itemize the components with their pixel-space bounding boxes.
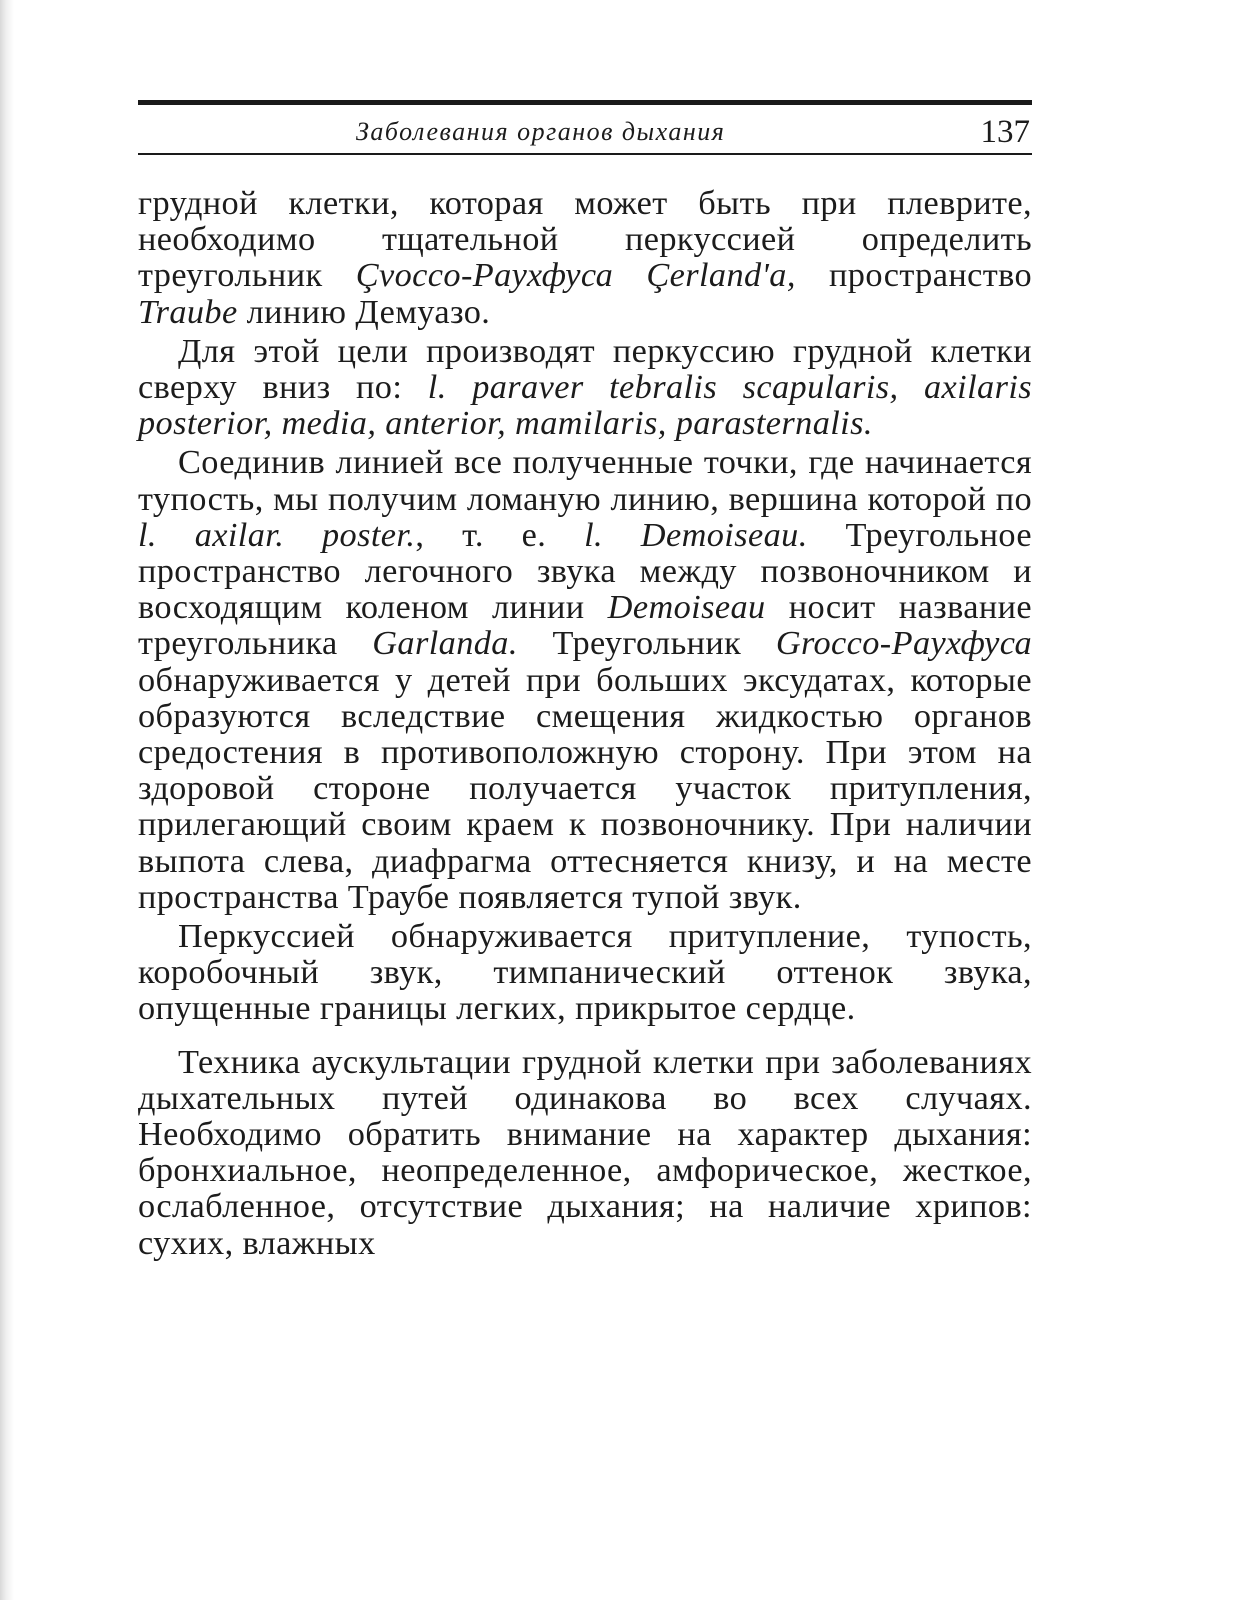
book-spine-edge — [0, 0, 14, 1600]
paragraph — [138, 333, 1032, 442]
running-header — [138, 109, 1032, 155]
text-run: Соединив линией все полученные точки, где начинается тупость, мы получим ломаную линию, вершина которой по — [138, 443, 1032, 518]
italic-text-run: l. axilar. poster. — [138, 515, 416, 554]
text-run: , т. е. — [415, 515, 585, 554]
paragraph — [138, 185, 1032, 330]
text-run: Перкуссией обнаруживается притупление, тупость, коробочный звук, тимпанический оттенок звука, опущенные границы легких, прикрытое сердце. — [138, 917, 1032, 1028]
italic-text-run: l. paraver tebralis scapularis, axilaris posterior, media, anterior, mamilaris, parasternalis. — [138, 368, 1033, 443]
italic-text-run: Grocco-Paухфуса — [775, 624, 1032, 663]
text-run: пространство — [795, 256, 1033, 295]
italic-text-run: l. Demoiseau. — [584, 515, 808, 554]
text-run: грудной клетки, которая может быть при плеврите, необходимо тщательной перкуссией определить треугольник — [138, 184, 1032, 295]
paragraph — [138, 918, 1032, 1027]
paragraph-gap — [138, 1030, 1032, 1044]
body-text — [138, 185, 1032, 1261]
text-run: Треугольник — [517, 624, 776, 663]
page-number: 137 — [980, 114, 1030, 150]
italic-text-run: Çvocco-Paухфуса Çerland'a, — [355, 256, 796, 295]
italic-text-run: Traube — [138, 292, 238, 331]
book-page — [138, 100, 1032, 1264]
text-run: Техника аускультации грудной клетки при заболеваниях дыхательных путей одинакова во всех случаях. Необходимо обратить внимание на характер дыхания: бронхиальное, неопределенное, амфорическое, жесткое, ослабленное, отсутствие дыхания; на наличие хрипов: сухих, влажных — [138, 1042, 1032, 1262]
italic-text-run: Garlanda. — [372, 624, 518, 663]
running-header-title: Заболевания органов дыхания — [356, 117, 726, 146]
text-run: обнаруживается у детей при больших эксудатах, которые образуются вследствие смещения жидкостью органов средостения в противоположную сторону. При этом на здоровой стороне получается участок притупления, прилегающий своим краем к позвоночнику. При наличии выпота слева, диафрагма оттесняется книзу, и на месте пространства Траубе появляется тупой звук. — [138, 660, 1032, 916]
paragraph — [138, 1044, 1032, 1261]
text-run: Для этой цели производят перкуссию грудной клетки сверху вниз по: — [138, 331, 1032, 407]
italic-text-run: Demoiseau — [607, 588, 766, 627]
text-run: Треугольное пространство легочного звука между позвоночником и восходящим коленом линии — [138, 515, 1033, 627]
text-run: носит название треугольника — [138, 588, 1032, 663]
paragraph — [138, 444, 1032, 915]
header-rule — [138, 100, 1032, 105]
text-run: линию Демуазо. — [237, 292, 491, 331]
